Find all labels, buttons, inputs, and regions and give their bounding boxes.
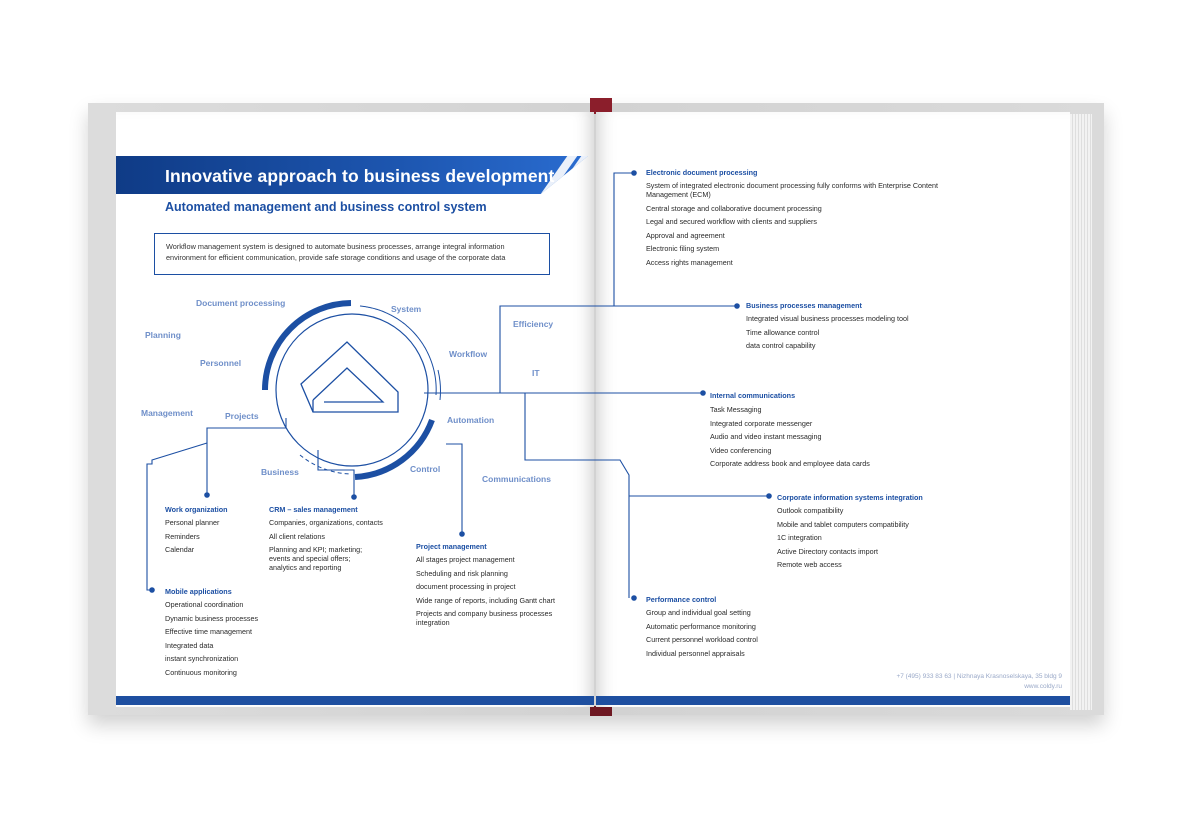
list-item: Legal and secured workflow with clients and suppliers (646, 217, 817, 226)
contact-phone-address: +7 (495) 933 83 63 | Nizhnaya Krasnoselskaya, 35 bldg 9 (896, 673, 1062, 680)
list-item: data control capability (746, 341, 816, 350)
list-item: document processing in project (416, 582, 516, 591)
list-item: Personal planner (165, 518, 220, 527)
section-list-corporate-integration (777, 506, 957, 574)
list-item: Calendar (165, 545, 195, 554)
label-planning: Planning (145, 330, 181, 340)
section-list-project-management (416, 555, 556, 632)
list-item: Current personnel workload control (646, 635, 758, 644)
list-item: Access rights management (646, 257, 733, 267)
list-item: Reminders (165, 531, 200, 541)
label-document-processing: Document processing (196, 298, 286, 308)
label-efficiency: Efficiency (513, 319, 554, 329)
connector-work-organization (207, 418, 286, 495)
list-item: Operational coordination (165, 600, 244, 609)
list-item: Group and individual goal setting (646, 608, 751, 617)
label-control: Control (410, 464, 441, 474)
list-item: Corporate address book and employee data cards (710, 459, 870, 468)
ring-graphic (265, 303, 440, 477)
list-item: Integrated corporate messenger (710, 418, 813, 428)
list-item: Planning and KPI; marketing; events and special offers; analytics and reporting (269, 545, 363, 572)
list-item: Outlook compatibility (777, 506, 844, 515)
node-performance-control (631, 595, 637, 601)
section-list-crm (269, 518, 404, 577)
house-outline-logo (301, 342, 398, 412)
section-list-internal-communications (710, 405, 910, 473)
label-personnel: Personnel (200, 358, 242, 368)
label-it: IT (532, 368, 540, 378)
list-item: Integrated visual business processes modeling tool (746, 314, 909, 323)
list-item: Approval and agreement (646, 230, 725, 240)
node-corporate-integration (766, 493, 772, 499)
section-list-mobile-applications (165, 600, 295, 681)
list-item: Integrated data (165, 640, 214, 650)
list-item: Scheduling and risk planning (416, 568, 508, 578)
section-title-work-organization: Work organization (165, 505, 228, 514)
list-item: Mobile and tablet computers compatibility (777, 519, 909, 529)
list-item: Central storage and collaborative document processing (646, 203, 822, 213)
node-internal-communications (700, 390, 706, 396)
node-business-processes (734, 303, 740, 309)
list-item: Wide range of reports, including Gantt chart (416, 595, 556, 605)
node-mobile-applications (149, 587, 155, 593)
list-item: Dynamic business processes (165, 613, 259, 623)
list-item: 1C integration (777, 533, 822, 542)
list-item: Companies, organizations, contacts (269, 518, 383, 527)
list-item: Task Messaging (710, 405, 762, 414)
list-item: All client relations (269, 531, 325, 541)
list-item: Projects and company business processes integration (416, 609, 553, 627)
contact-website: www.coldy.ru (1024, 683, 1062, 690)
node-electronic-docs (631, 170, 637, 176)
contact-info (860, 672, 1062, 692)
page-subtitle: Automated management and business control system (165, 200, 487, 214)
section-title-performance-control: Performance control (646, 595, 717, 604)
section-list-work-organization (165, 518, 275, 559)
label-automation: Automation (447, 415, 495, 425)
connector-electronic-docs (424, 173, 632, 393)
list-item: Automatic performance monitoring (646, 621, 756, 631)
section-list-electronic-docs (646, 181, 966, 271)
list-item: Individual personnel appraisals (646, 648, 745, 658)
node-crm (351, 494, 357, 500)
list-item: Audio and video instant messaging (710, 432, 822, 441)
section-title-corporate-integration: Corporate information systems integration (777, 493, 923, 502)
section-title-electronic-docs: Electronic document processing (646, 168, 758, 177)
page-title: Innovative approach to business development (165, 166, 555, 186)
node-project-management (459, 531, 465, 537)
list-item: Time allowance control (746, 327, 820, 337)
intro-text: Workflow management system is designed to automate business processes, arrange integral information environment for efficient communication, provide safe storage conditions and usage of the corporate data (166, 242, 506, 262)
list-item: System of integrated electronic document processing fully conforms with Enterprise Content Management (ECM) (646, 181, 939, 199)
list-item: Continuous monitoring (165, 667, 237, 677)
connector-project-management (446, 444, 462, 533)
section-title-business-processes: Business processes management (746, 301, 862, 310)
section-title-crm: CRM – sales management (269, 505, 358, 514)
list-item: Video conferencing (710, 445, 772, 455)
node-work-organization (204, 492, 210, 498)
list-item: Electronic filing system (646, 244, 720, 253)
label-business: Business (261, 467, 299, 477)
label-management: Management (141, 408, 193, 418)
list-item: Active Directory contacts import (777, 546, 879, 556)
label-communications: Communications (482, 474, 551, 484)
list-item: instant synchronization (165, 654, 239, 663)
section-list-business-processes (746, 314, 946, 355)
list-item: Remote web access (777, 560, 842, 569)
section-list-performance-control (646, 608, 846, 662)
label-system: System (391, 304, 422, 314)
section-title-internal-communications: Internal communications (710, 391, 796, 400)
list-item: Effective time management (165, 627, 252, 636)
list-item: All stages project management (416, 555, 515, 564)
section-title-project-management: Project management (416, 542, 487, 551)
connector-mobile-applications (147, 443, 207, 590)
section-title-mobile-applications: Mobile applications (165, 587, 232, 596)
label-projects: Projects (225, 411, 259, 421)
label-workflow: Workflow (449, 349, 488, 359)
